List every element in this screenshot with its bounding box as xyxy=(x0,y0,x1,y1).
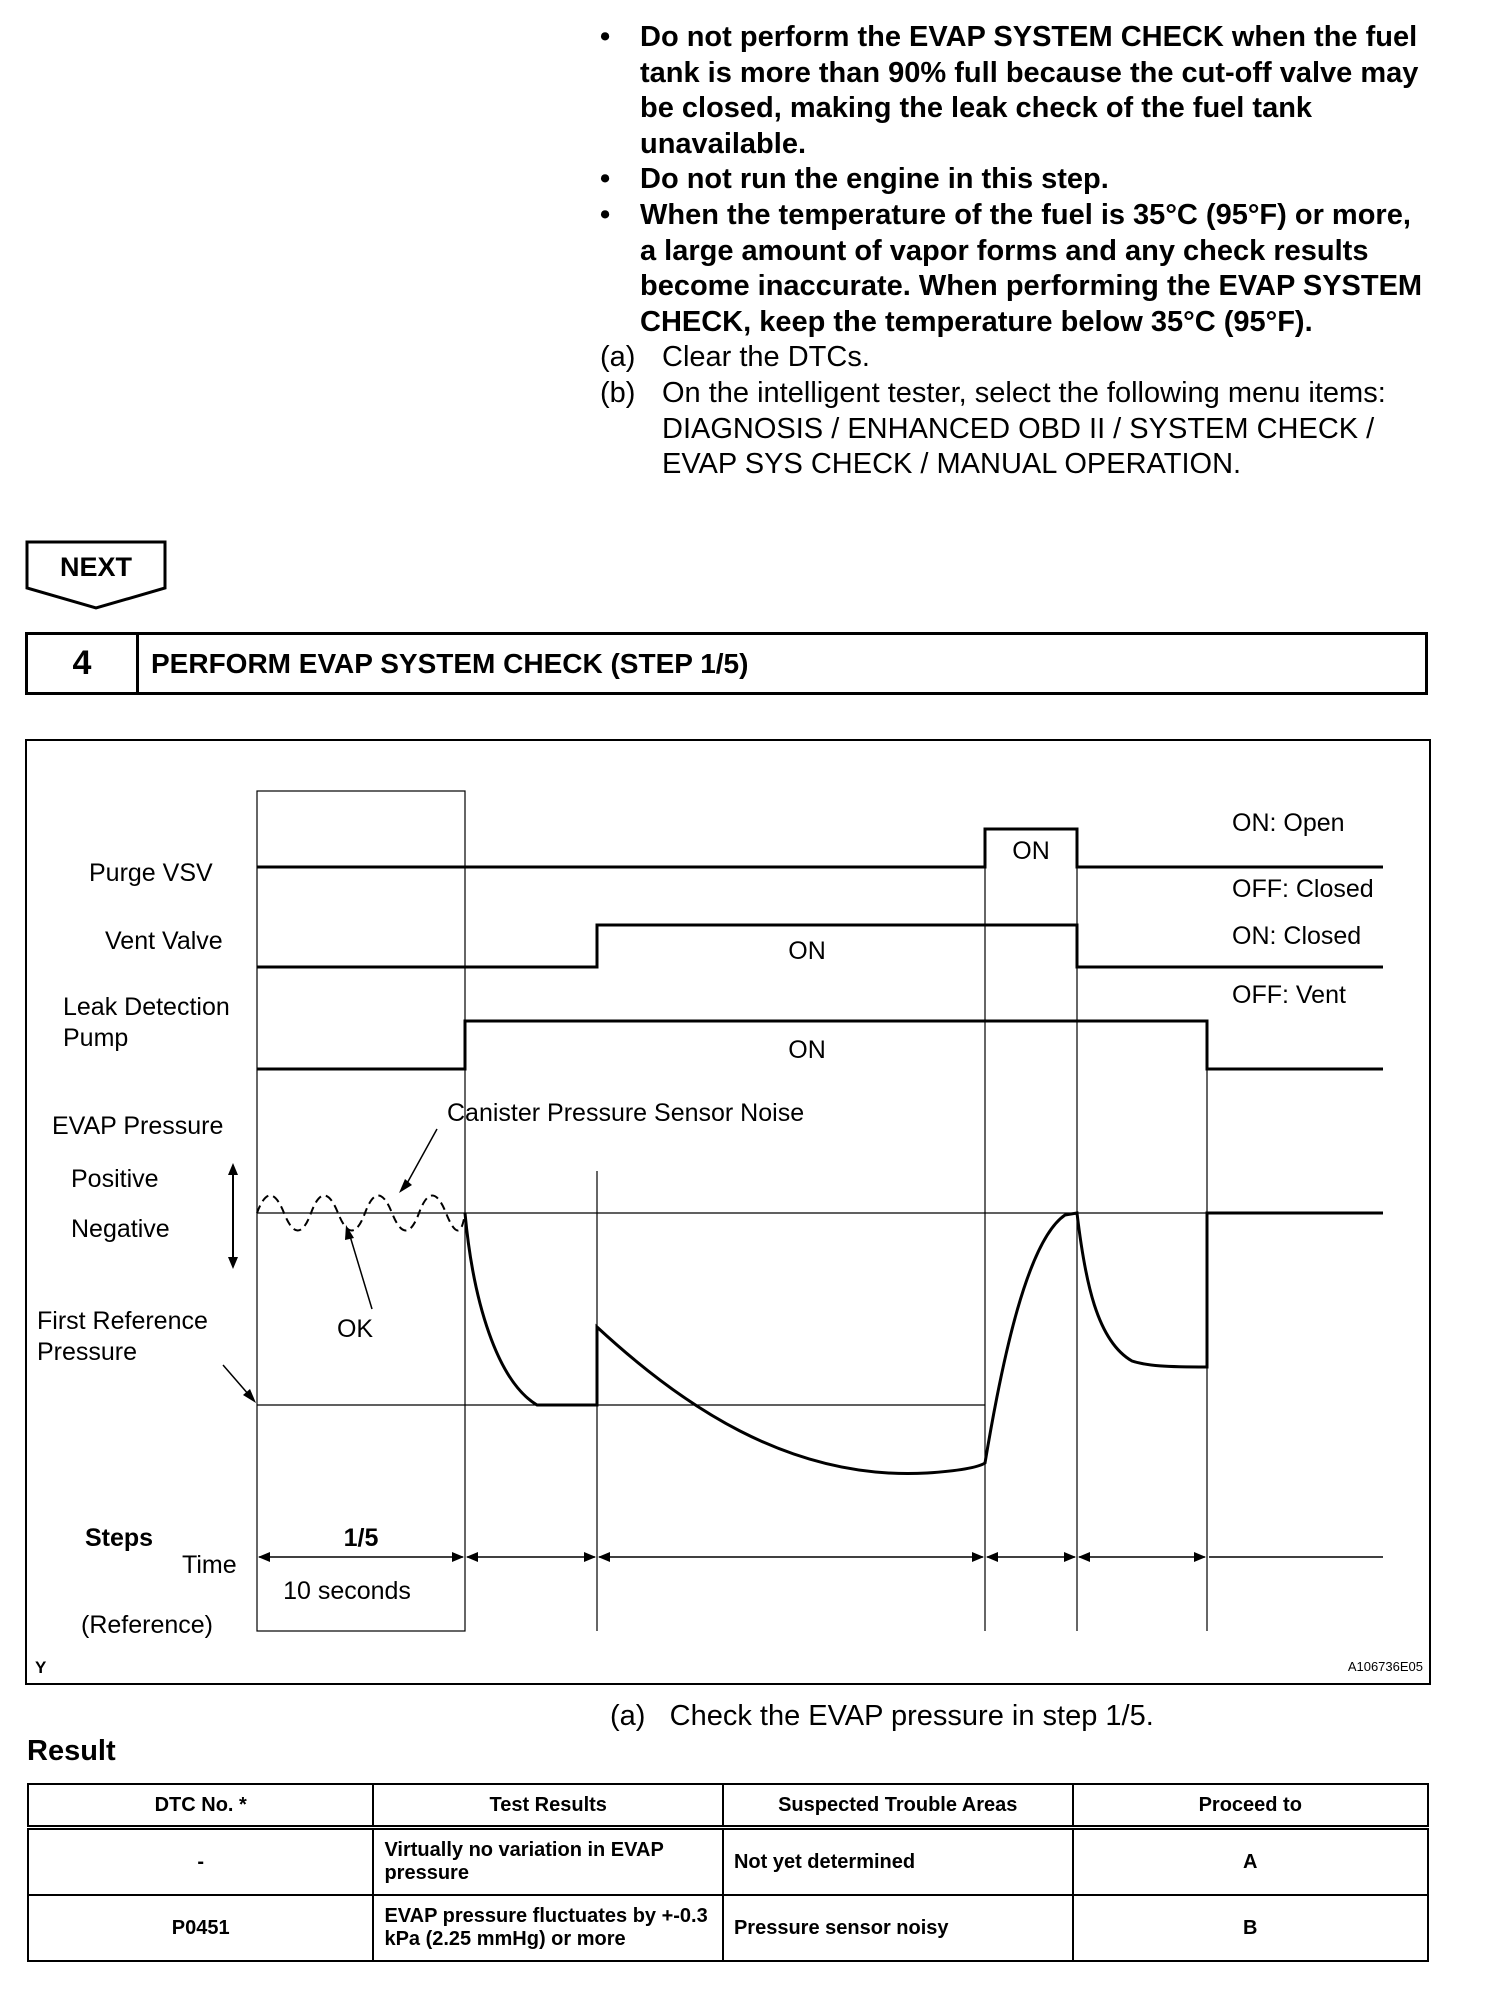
label-steps: Steps xyxy=(85,1524,154,1552)
label-time: Time xyxy=(182,1551,237,1579)
result-title: Result xyxy=(27,1735,116,1767)
step-window xyxy=(257,791,465,1631)
legend-off-vent: OFF: Vent xyxy=(1232,981,1346,1009)
check-step: (a) Check the EVAP pressure in step 1/5. xyxy=(610,1700,1154,1732)
next-arrow xyxy=(25,540,170,612)
note-text: When the temperature of the fuel is 35°C (95°F) or more, a large amount of vapor forms and any check results become inaccurate. When performing the EVAP SYSTEM CHECK, keep the temperature below 35°C (95°F). xyxy=(640,198,1423,338)
procedure-step-a: (a) Clear the DTCs. xyxy=(600,341,870,374)
legend-off-closed: OFF: Closed xyxy=(1232,875,1374,903)
noise-arrowhead xyxy=(399,1179,412,1193)
label-evap-pressure: EVAP Pressure xyxy=(52,1112,224,1140)
step-title: PERFORM EVAP SYSTEM CHECK (STEP 1/5) xyxy=(151,647,749,679)
evap-pressure-curve xyxy=(465,1213,1383,1474)
pump-on-label: ON xyxy=(788,1036,826,1064)
label-leak-pump-2: Pump xyxy=(63,1024,129,1052)
step-header xyxy=(25,632,1428,695)
label-reference: (Reference) xyxy=(81,1611,213,1639)
procedure-step-b: (b) On the intelligent tester, select the following menu items: DIAGNOSIS / ENHANCED OBD II / SYSTEM CHECK / EVAP SYS CHECK / MANUAL OPERATION. xyxy=(600,376,1386,481)
cell-proceed: A xyxy=(1073,1828,1428,1896)
label-first-reference: First Reference xyxy=(37,1307,208,1335)
cell-dtc: P0451 xyxy=(28,1895,373,1961)
precaution-notes xyxy=(600,20,1430,483)
label-vent-valve: Vent Valve xyxy=(105,927,223,955)
result-table xyxy=(27,1783,1429,1962)
legend-on-closed: ON: Closed xyxy=(1232,922,1362,950)
legend-on-open: ON: Open xyxy=(1232,809,1345,837)
noise-leader xyxy=(405,1129,437,1187)
figure-id: A106736E05 xyxy=(1347,1659,1423,1674)
vent-on-label: ON xyxy=(788,937,826,965)
col-trouble-areas: Suspected Trouble Areas xyxy=(723,1784,1073,1828)
ok-annotation: OK xyxy=(336,1315,374,1343)
col-test-results: Test Results xyxy=(373,1784,723,1828)
polarity-arrow xyxy=(228,1163,238,1269)
noise-annotation: Canister Pressure Sensor Noise xyxy=(447,1099,805,1127)
timing-diagram xyxy=(25,739,1431,1685)
table-header-row xyxy=(28,1784,1428,1828)
step-number: 4 xyxy=(28,635,139,692)
note-bullet: • Do not run the engine in this step. xyxy=(600,162,1430,198)
note-text: Do not run the engine in this step. xyxy=(640,163,1109,196)
label-leak-pump: Leak Detection xyxy=(63,993,230,1021)
col-dtc: DTC No. * xyxy=(28,1784,373,1828)
ok-leader xyxy=(350,1236,372,1309)
step-value: 1/5 xyxy=(343,1524,379,1552)
label-negative: Negative xyxy=(71,1215,170,1243)
cell-proceed: B xyxy=(1073,1895,1428,1961)
note-text: Do not perform the EVAP SYSTEM CHECK when the fuel tank is more than 90% full because the cut-off valve may be closed, making the leak check of the fuel tank unavailable. xyxy=(640,21,1419,160)
cell-dtc: - xyxy=(28,1828,373,1896)
note-bullet: • Do not perform the EVAP SYSTEM CHECK when the fuel tank is more than 90% full because the cut-off valve may be closed, making the leak check of the fuel tank unavailable. xyxy=(600,20,1430,162)
purge-vsv-signal xyxy=(257,829,1383,867)
col-proceed: Proceed to xyxy=(1073,1784,1428,1828)
purge-on-label: ON xyxy=(1012,837,1050,865)
cell-test: Virtually no variation in EVAP pressure xyxy=(373,1828,723,1896)
cell-test: EVAP pressure fluctuates by +-0.3 kPa (2.25 mmHg) or more xyxy=(373,1895,723,1961)
cell-area: Pressure sensor noisy xyxy=(723,1895,1073,1961)
corner-mark: Y xyxy=(35,1658,47,1677)
label-positive: Positive xyxy=(71,1165,159,1193)
ok-arrowhead xyxy=(345,1225,354,1240)
first-ref-leader xyxy=(223,1365,249,1395)
step-dividers xyxy=(597,831,1207,1631)
label-purge-vsv: Purge VSV xyxy=(89,859,213,887)
note-bullet: • When the temperature of the fuel is 35°C (95°F) or more, a large amount of vapor forms and any check results become inaccurate. When performing the EVAP SYSTEM CHECK, keep the temperature below 35°C (95°F). xyxy=(600,198,1430,340)
duration-label: 10 seconds xyxy=(283,1577,411,1605)
table-row xyxy=(28,1895,1428,1961)
cell-area: Not yet determined xyxy=(723,1828,1073,1896)
next-label: NEXT xyxy=(59,552,133,582)
label-first-reference-2: Pressure xyxy=(37,1338,138,1366)
table-row xyxy=(28,1828,1428,1896)
